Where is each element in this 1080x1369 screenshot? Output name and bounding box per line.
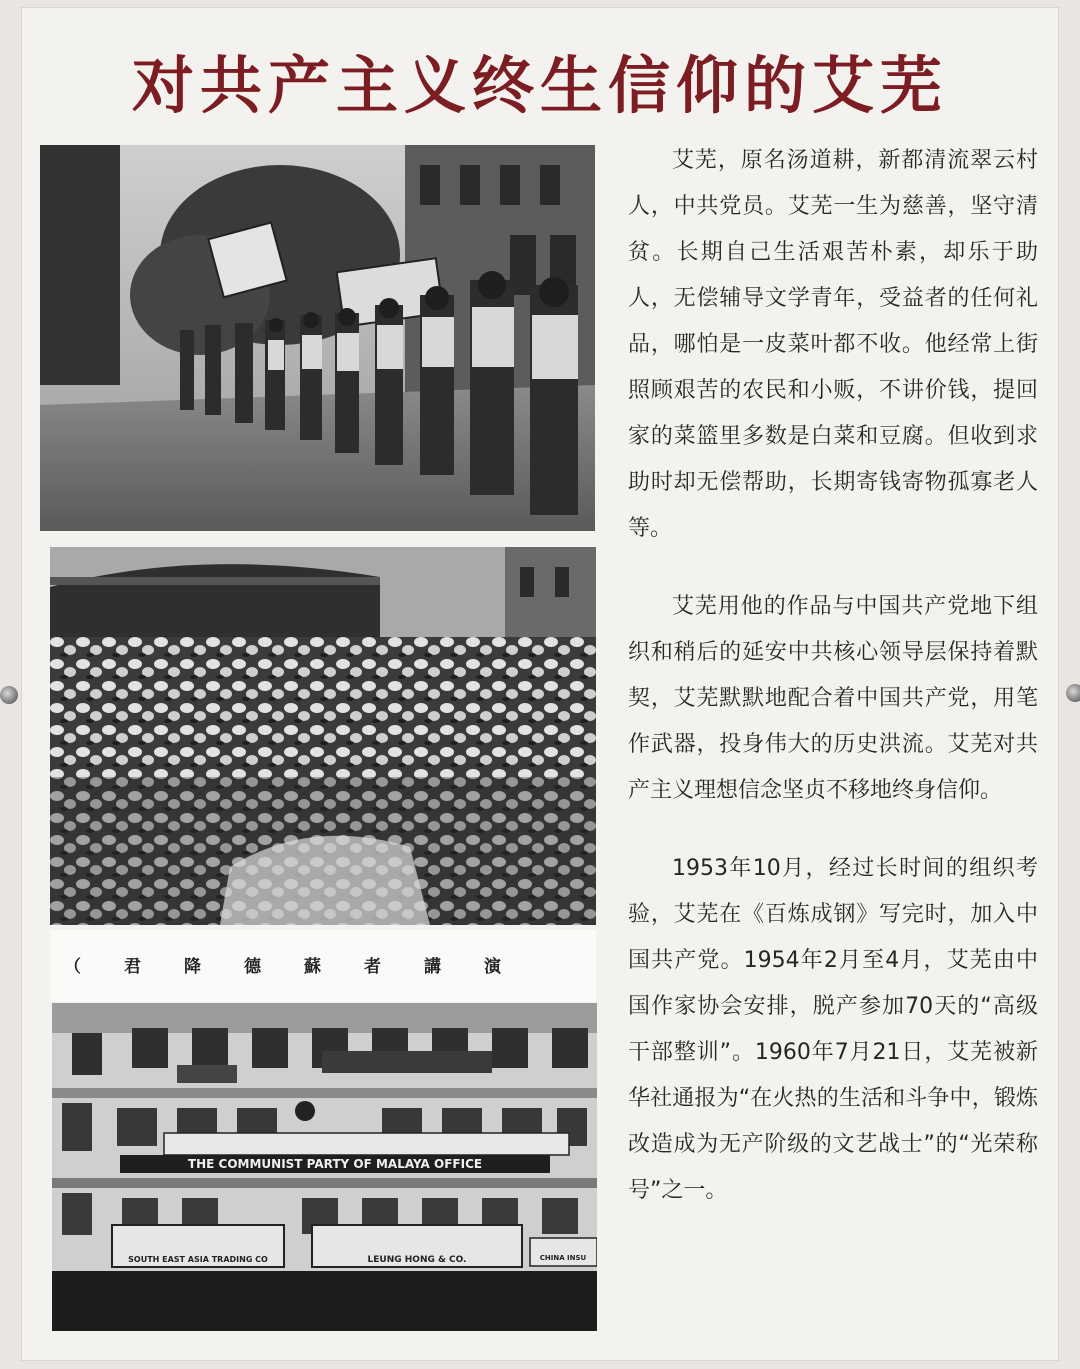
sign-china-insurance: CHINA INSU bbox=[539, 1254, 587, 1262]
photo-caption: （君降德蘇者講演 bbox=[64, 957, 544, 977]
sign-leung-hong: LEUNG HONG & CO. bbox=[367, 1255, 467, 1265]
photo-party-office-building bbox=[52, 1003, 597, 1331]
paragraph-biography: 艾芜，原名汤道耕，新都清流翠云村人，中共党员。艾芜一生为慈善，坚守清贫。长期自己生活艰苦朴素，却乐于助人，无偿辅导文学青年，受益者的任何礼品，哪怕是一皮菜叶都不收。他经常上街照顾艰苦的农民和小贩，不讲价钱，提回家的菜篮里多数是白菜和豆腐。但收到求助时却无偿帮助，长期寄钱寄物孤寡老人等。 bbox=[628, 148, 1038, 541]
sign-trading-company: SOUTH EAST ASIA TRADING CO bbox=[128, 1255, 268, 1264]
paragraph-party-ties: 艾芜用他的作品与中国共产党地下组织和稍后的延安中共核心领导层保持着默契，艾芜默默地配合着中国共产党，用笔作武器，投身伟大的历史洪流。艾芜对共产主义理想信念坚贞不移地终身信仰。 bbox=[628, 594, 1038, 803]
page-title: 对共产主义终生信仰的艾芜 bbox=[131, 49, 948, 122]
paragraph-party-membership: 1953年10月，经过长时间的组织考验，艾芜在《百炼成钢》写完时，加入中国共产党。1954年2月至4月，艾芜由中国作家协会安排，脱产参加70天的“高级干部整训”。1960年7月21日，艾芜被新华社通报为“在火热的生活和斗争中，锻炼改造成为无产阶级的文艺战士”的“光荣称号”之一。 bbox=[628, 856, 1038, 1203]
left-screw-icon bbox=[0, 686, 18, 704]
photo-crowd-gathering bbox=[50, 547, 596, 925]
photo-street-march bbox=[40, 145, 595, 531]
right-screw-icon bbox=[1066, 684, 1080, 702]
sign-communist-party: THE COMMUNIST PARTY OF MALAYA OFFICE bbox=[187, 1157, 483, 1171]
article-body bbox=[628, 138, 1038, 1246]
